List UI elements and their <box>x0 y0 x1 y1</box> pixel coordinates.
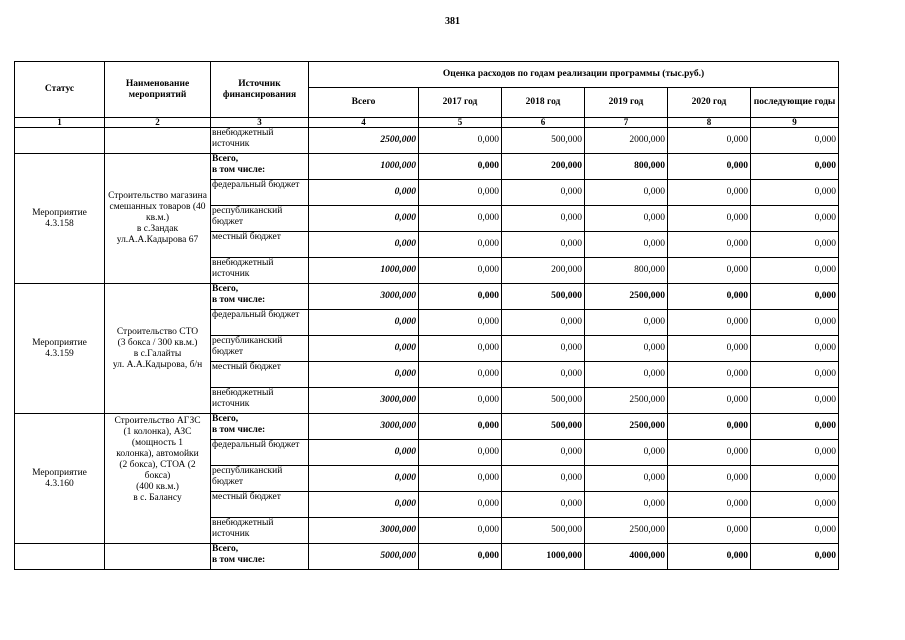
status-cell: Мероприятие 4.3.160 <box>15 414 105 544</box>
value-cell: 0,000 <box>668 336 751 362</box>
value-cell: 0,000 <box>502 180 585 206</box>
header-source: Источник финансирования <box>211 62 309 118</box>
source-cell: республиканский бюджет <box>211 336 309 362</box>
page-number: 381 <box>445 16 460 27</box>
header-total: Всего <box>309 88 419 118</box>
value-cell: 2000,000 <box>585 128 668 154</box>
value-cell: 0,000 <box>668 310 751 336</box>
name-cell <box>105 128 211 154</box>
value-cell: 0,000 <box>419 414 502 440</box>
value-cell: 0,000 <box>419 258 502 284</box>
value-cell: 2500,000 <box>585 414 668 440</box>
column-number-row <box>15 118 839 128</box>
value-cell: 0,000 <box>585 310 668 336</box>
value-cell: 0,000 <box>502 336 585 362</box>
header-2020: 2020 год <box>668 88 751 118</box>
total-cell: 1000,000 <box>309 258 419 284</box>
value-cell: 0,000 <box>668 440 751 466</box>
value-cell: 0,000 <box>585 440 668 466</box>
value-cell: 0,000 <box>419 336 502 362</box>
header-2019: 2019 год <box>585 88 668 118</box>
source-cell: местный бюджет <box>211 492 309 518</box>
value-cell: 0,000 <box>668 388 751 414</box>
value-cell: 0,000 <box>751 206 839 232</box>
value-cell: 0,000 <box>419 492 502 518</box>
name-cell: Строительство магазина смешанных товаров (40 кв.м.) в с.Зандак ул.А.А.Кадырова 67 <box>105 154 211 284</box>
value-cell: 0,000 <box>419 362 502 388</box>
source-cell: Всего, в том числе: <box>211 544 309 570</box>
value-cell: 0,000 <box>751 388 839 414</box>
value-cell: 500,000 <box>502 284 585 310</box>
value-cell: 0,000 <box>419 544 502 570</box>
value-cell: 0,000 <box>751 362 839 388</box>
value-cell: 200,000 <box>502 258 585 284</box>
value-cell: 0,000 <box>502 310 585 336</box>
source-cell: федеральный бюджет <box>211 440 309 466</box>
value-cell: 0,000 <box>751 180 839 206</box>
value-cell: 0,000 <box>419 232 502 258</box>
expense-table <box>14 61 839 570</box>
total-cell: 0,000 <box>309 206 419 232</box>
value-cell: 0,000 <box>751 310 839 336</box>
name-cell: Строительство СТО (3 бокса / 300 кв.м.) в с.Галайты ул. А.А.Кадырова, б/н <box>105 284 211 414</box>
value-cell: 800,000 <box>585 154 668 180</box>
name-cell: Строительство АГЗС (1 колонка), АЗС (мощность 1 колонка), автомойки (2 бокса), СТОА (2 бокса) (400 кв.м.) в с. Балансу <box>105 414 211 544</box>
table-row <box>15 128 839 154</box>
column-number: 2 <box>105 118 211 128</box>
column-number: 9 <box>751 118 839 128</box>
value-cell: 0,000 <box>751 466 839 492</box>
name-cell <box>105 544 211 570</box>
total-cell: 0,000 <box>309 492 419 518</box>
source-cell: местный бюджет <box>211 232 309 258</box>
header-2018: 2018 год <box>502 88 585 118</box>
status-cell <box>15 544 105 570</box>
value-cell: 0,000 <box>585 232 668 258</box>
status-cell <box>15 128 105 154</box>
value-cell: 800,000 <box>585 258 668 284</box>
value-cell: 0,000 <box>419 466 502 492</box>
value-cell: 0,000 <box>751 544 839 570</box>
source-cell: Всего, в том числе: <box>211 414 309 440</box>
source-cell: внебюджетный источник <box>211 128 309 154</box>
table-row <box>15 154 839 180</box>
value-cell: 0,000 <box>668 154 751 180</box>
value-cell: 0,000 <box>502 440 585 466</box>
value-cell: 0,000 <box>751 232 839 258</box>
total-cell: 3000,000 <box>309 388 419 414</box>
value-cell: 0,000 <box>502 362 585 388</box>
column-number: 3 <box>211 118 309 128</box>
value-cell: 0,000 <box>419 388 502 414</box>
value-cell: 0,000 <box>502 206 585 232</box>
value-cell: 0,000 <box>668 492 751 518</box>
total-cell: 0,000 <box>309 232 419 258</box>
source-cell: Всего, в том числе: <box>211 154 309 180</box>
value-cell: 0,000 <box>585 466 668 492</box>
column-number: 4 <box>309 118 419 128</box>
source-cell: внебюджетный источник <box>211 258 309 284</box>
table-row <box>15 284 839 310</box>
value-cell: 0,000 <box>751 440 839 466</box>
value-cell: 0,000 <box>419 284 502 310</box>
value-cell: 0,000 <box>585 336 668 362</box>
source-cell: федеральный бюджет <box>211 310 309 336</box>
header-later: последующие годы <box>751 88 839 118</box>
value-cell: 2500,000 <box>585 388 668 414</box>
status-cell: Мероприятие 4.3.159 <box>15 284 105 414</box>
source-cell: внебюджетный источник <box>211 518 309 544</box>
header-row-top <box>15 62 839 88</box>
value-cell: 0,000 <box>751 518 839 544</box>
value-cell: 0,000 <box>419 180 502 206</box>
value-cell: 0,000 <box>668 232 751 258</box>
value-cell: 0,000 <box>668 180 751 206</box>
value-cell: 0,000 <box>751 284 839 310</box>
value-cell: 2500,000 <box>585 284 668 310</box>
value-cell: 0,000 <box>585 362 668 388</box>
total-cell: 3000,000 <box>309 518 419 544</box>
value-cell: 0,000 <box>419 154 502 180</box>
source-cell: республиканский бюджет <box>211 466 309 492</box>
column-number: 6 <box>502 118 585 128</box>
source-cell: республиканский бюджет <box>211 206 309 232</box>
total-cell: 1000,000 <box>309 154 419 180</box>
value-cell: 0,000 <box>585 492 668 518</box>
value-cell: 0,000 <box>419 128 502 154</box>
value-cell: 500,000 <box>502 388 585 414</box>
value-cell: 0,000 <box>419 310 502 336</box>
value-cell: 0,000 <box>668 466 751 492</box>
total-cell: 2500,000 <box>309 128 419 154</box>
value-cell: 500,000 <box>502 518 585 544</box>
column-number: 8 <box>668 118 751 128</box>
value-cell: 0,000 <box>668 284 751 310</box>
value-cell: 500,000 <box>502 128 585 154</box>
value-cell: 0,000 <box>751 492 839 518</box>
header-name: Наименование мероприятий <box>105 62 211 118</box>
header-2017: 2017 год <box>419 88 502 118</box>
total-cell: 0,000 <box>309 336 419 362</box>
value-cell: 0,000 <box>419 518 502 544</box>
value-cell: 0,000 <box>668 206 751 232</box>
table-row <box>15 544 839 570</box>
total-cell: 0,000 <box>309 362 419 388</box>
value-cell: 500,000 <box>502 414 585 440</box>
value-cell: 2500,000 <box>585 518 668 544</box>
header-estimate: Оценка расходов по годам реализации программы (тыс.руб.) <box>309 62 839 88</box>
value-cell: 0,000 <box>668 258 751 284</box>
total-cell: 0,000 <box>309 310 419 336</box>
column-number: 5 <box>419 118 502 128</box>
column-number: 7 <box>585 118 668 128</box>
value-cell: 200,000 <box>502 154 585 180</box>
value-cell: 0,000 <box>751 336 839 362</box>
total-cell: 0,000 <box>309 180 419 206</box>
value-cell: 0,000 <box>419 440 502 466</box>
value-cell: 0,000 <box>502 492 585 518</box>
value-cell: 1000,000 <box>502 544 585 570</box>
total-cell: 0,000 <box>309 440 419 466</box>
value-cell: 4000,000 <box>585 544 668 570</box>
value-cell: 0,000 <box>668 362 751 388</box>
total-cell: 0,000 <box>309 466 419 492</box>
value-cell: 0,000 <box>751 414 839 440</box>
value-cell: 0,000 <box>502 232 585 258</box>
value-cell: 0,000 <box>751 258 839 284</box>
source-cell: внебюджетный источник <box>211 388 309 414</box>
total-cell: 3000,000 <box>309 284 419 310</box>
source-cell: федеральный бюджет <box>211 180 309 206</box>
value-cell: 0,000 <box>502 466 585 492</box>
value-cell: 0,000 <box>668 544 751 570</box>
value-cell: 0,000 <box>751 154 839 180</box>
value-cell: 0,000 <box>668 518 751 544</box>
total-cell: 3000,000 <box>309 414 419 440</box>
value-cell: 0,000 <box>419 206 502 232</box>
header-status: Статус <box>15 62 105 118</box>
status-cell: Мероприятие 4.3.158 <box>15 154 105 284</box>
value-cell: 0,000 <box>668 128 751 154</box>
table-row <box>15 414 839 440</box>
source-cell: местный бюджет <box>211 362 309 388</box>
value-cell: 0,000 <box>585 206 668 232</box>
total-cell: 5000,000 <box>309 544 419 570</box>
column-number: 1 <box>15 118 105 128</box>
value-cell: 0,000 <box>668 414 751 440</box>
source-cell: Всего, в том числе: <box>211 284 309 310</box>
value-cell: 0,000 <box>585 180 668 206</box>
value-cell: 0,000 <box>751 128 839 154</box>
